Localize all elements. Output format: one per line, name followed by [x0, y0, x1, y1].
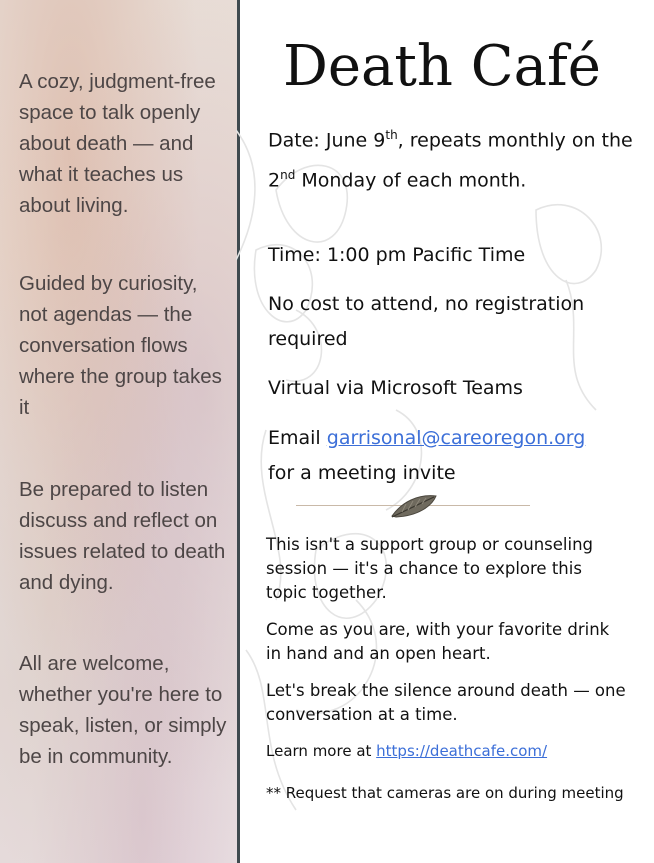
event-time: Time: 1:00 pm Pacific Time: [268, 244, 526, 266]
date-repeat: , repeats monthly on the 2: [268, 129, 633, 192]
page-title: Death Café: [283, 34, 601, 99]
email-suffix: for a meeting invite: [268, 462, 456, 484]
sidebar-paragraph-prepared: Be prepared to listen discuss and reflect on issues related to death and dying.: [19, 478, 226, 594]
event-venue: Virtual via Microsoft Teams: [268, 377, 523, 399]
date-label: Date: June 9: [268, 129, 386, 152]
note-come-as-you-are: Come as you are, with your favorite drink in hand and an open heart.: [266, 620, 610, 663]
event-cost: No cost to attend, no registration required: [268, 293, 585, 350]
feather-icon: [388, 490, 440, 522]
date-end: Monday of each month.: [295, 169, 527, 192]
email-link[interactable]: garrisonal@careoregon.org: [326, 427, 586, 449]
sidebar-paragraph-cozy: A cozy, judgment-free space to talk openly about death — and what it teaches us about living.: [19, 70, 216, 217]
date-ordinal: th: [385, 128, 398, 142]
camera-request: ** Request that cameras are on during meeting: [266, 784, 624, 802]
event-date: [268, 118, 638, 199]
event-email: [268, 421, 638, 491]
sidebar-paragraph-welcome: All are welcome, whether you're here to speak, listen, or simply be in community.: [19, 652, 227, 768]
sidebar-paragraph-curiosity: Guided by curiosity, not agendas — the conversation flows where the group takes it: [19, 272, 222, 419]
learn-more: [266, 741, 626, 762]
date-ordinal-2: nd: [280, 168, 296, 183]
sidebar-panel: [0, 0, 237, 863]
deathcafe-link[interactable]: https://deathcafe.com/: [376, 742, 548, 760]
note-break-silence: Let's break the silence around death — one conversation at a time.: [266, 681, 626, 724]
email-prefix: Email: [268, 427, 327, 449]
note-not-support-group: This isn't a support group or counseling session — it's a chance to explore this topic together.: [266, 535, 594, 602]
learn-more-prefix: Learn more at: [266, 742, 377, 760]
